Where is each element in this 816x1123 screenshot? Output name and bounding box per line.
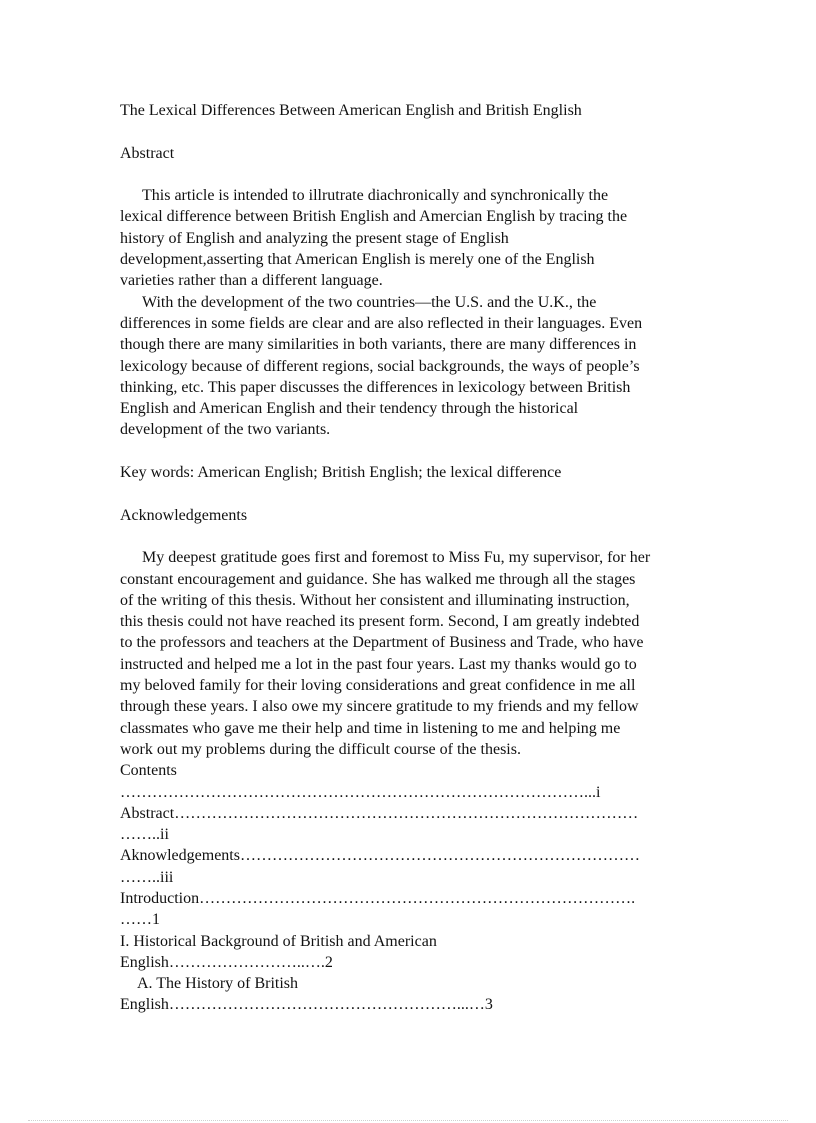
ack-line: to the professors and teachers at the Department of Business and Trade, who have <box>120 634 644 652</box>
abstract-line: This article is intended to illrutrate diachronically and synchronically the <box>142 187 609 205</box>
document-page <box>120 100 700 1016</box>
abstract-line: With the development of the two countries—the U.S. and the U.K., the <box>142 293 597 311</box>
toc-line: English……………………..….2 <box>120 953 333 971</box>
ack-line: classmates who gave me their help and time in listening to me and helping me <box>120 719 621 737</box>
toc-line: English………………………………………………...…3 <box>120 996 493 1014</box>
abstract-line: differences in some fields are clear and are also reflected in their languages. Even <box>120 314 643 332</box>
toc-line: I. Historical Background of British and American <box>120 932 437 950</box>
toc-line: A. The History of British <box>137 975 299 993</box>
abstract-line: thinking, etc. This paper discusses the differences in lexicology between British <box>120 378 631 396</box>
toc-line: Aknowledgements………………………………………………………………… <box>120 847 640 865</box>
abstract-line: though there are many similarities in both variants, there are many differences in <box>120 336 637 354</box>
ack-line: instructed and helped me a lot in the past four years. Last my thanks would go to <box>120 655 637 673</box>
toc-line: ……..ii <box>120 826 169 844</box>
document-title: The Lexical Differences Between American English and British English <box>120 102 582 119</box>
abstract-line: history of English and analyzing the present stage of English <box>120 229 509 247</box>
ack-line: through these years. I also owe my sincere gratitude to my friends and my fellow <box>120 698 639 716</box>
ack-line: this thesis could not have reached its present form. Second, I am greatly indebted <box>120 613 640 631</box>
page-bottom-rule <box>28 1120 788 1121</box>
abstract-line: varieties rather than a different language. <box>120 272 383 290</box>
abstract-line: English and American English and their tendency through the historical <box>120 400 579 418</box>
acknowledgements-heading: Acknowledgements <box>120 506 248 524</box>
abstract-heading: Abstract <box>120 144 175 162</box>
abstract-line: development,asserting that American English is merely one of the English <box>120 251 595 269</box>
ack-line: of the writing of this thesis. Without her consistent and illuminating instruction, <box>120 591 630 609</box>
ack-line: constant encouragement and guidance. She has walked me through all the stages <box>120 570 636 588</box>
toc-line: ……..iii <box>120 868 174 886</box>
ack-line: work out my problems during the difficult course of the thesis. <box>120 740 521 758</box>
abstract-line: development of the two variants. <box>120 421 331 439</box>
ack-line: my beloved family for their loving considerations and great confidence in me all <box>120 677 636 695</box>
toc-line: Abstract…………………………………………………………………………… <box>120 804 639 822</box>
toc-line: ……………………………………………………………………………...i <box>120 783 601 801</box>
toc-line: Introduction………………………………………………………………………. <box>120 889 636 907</box>
toc-line: ……1 <box>120 911 160 929</box>
contents-heading: Contents <box>120 762 177 780</box>
ack-line: My deepest gratitude goes first and foremost to Miss Fu, my supervisor, for her <box>142 549 651 567</box>
keywords: Key words: American English; British English; the lexical difference <box>120 464 562 482</box>
abstract-line: lexicology because of different regions, social backgrounds, the ways of people’s <box>120 357 640 375</box>
abstract-line: lexical difference between British English and Amercian English by tracing the <box>120 208 628 226</box>
